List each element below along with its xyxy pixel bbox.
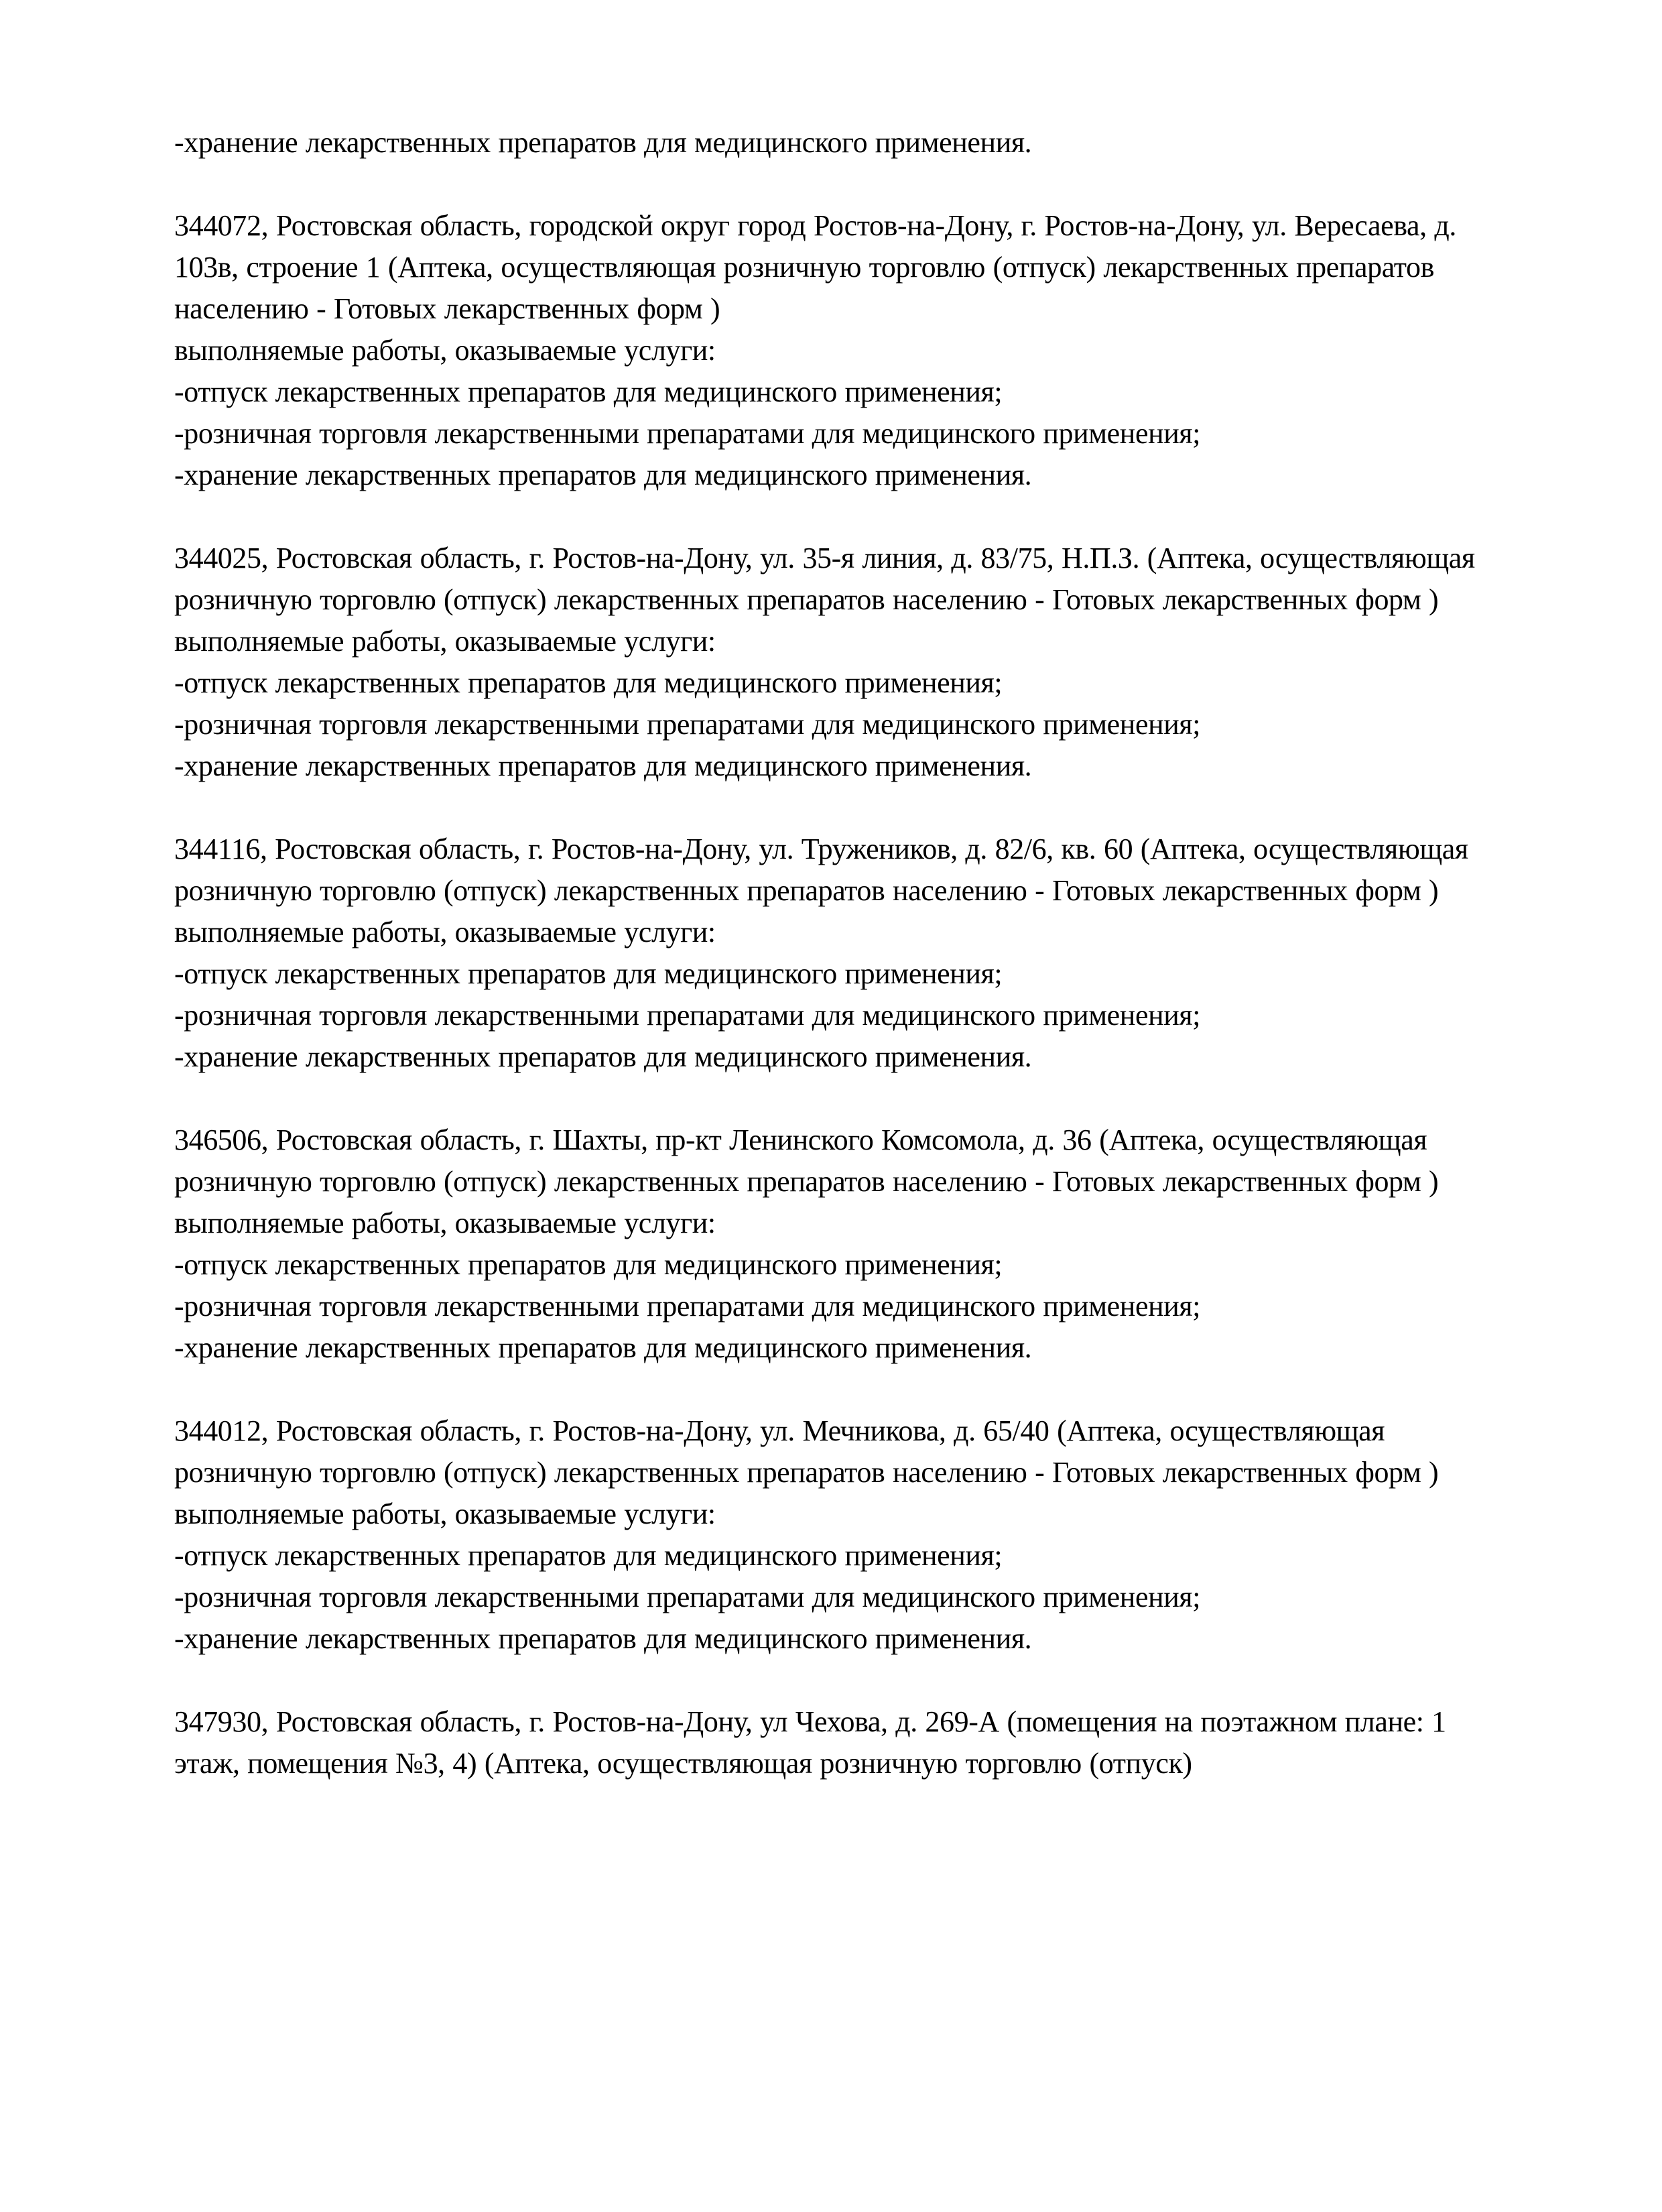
entry-works-header: выполняемые работы, оказываемые услуги: — [174, 1497, 716, 1530]
entry-works-header: выполняемые работы, оказываемые услуги: — [174, 916, 716, 948]
entry-address: 346506, Ростовская область, г. Шахты, пр-кт Ленинского Комсомола, д. 36 (Аптека, осуществляющая розничную торговлю (отпуск) лекарственных препаратов населению - Готовых лекарственных форм ) — [174, 1123, 1439, 1198]
entry-service-line: -розничная торговля лекарственными препаратами для медицинского применения; — [174, 417, 1201, 450]
entry-address: 344012, Ростовская область, г. Ростов-на-Дону, ул. Мечникова, д. 65/40 (Аптека, осуществляющая розничную торговлю (отпуск) лекарственных препаратов населению - Готовых лекарственных форм ) — [174, 1414, 1439, 1489]
entry-service-line: -хранение лекарственных препаратов для медицинского применения. — [174, 749, 1032, 782]
pharmacy-entry-344025 — [174, 538, 1517, 787]
entry-address: 344116, Ростовская область, г. Ростов-на-Дону, ул. Тружеников, д. 82/6, кв. 60 (Аптека, осуществляющая розничную торговлю (отпуск) лекарственных препаратов населению - Готовых лекарственных форм ) — [174, 833, 1468, 907]
entry-service-line: -хранение лекарственных препаратов для медицинского применения. — [174, 1331, 1032, 1364]
entry-address: 344072, Ростовская область, городской округ город Ростов-на-Дону, г. Ростов-на-Дону, ул. Вересаева, д. 103в, строение 1 (Аптека, осуществляющая розничную торговлю (отпуск) лекарственных препаратов населению - Готовых лекарственных форм ) — [174, 209, 1456, 325]
entry-service-line: -розничная торговля лекарственными препаратами для медицинского применения; — [174, 999, 1201, 1032]
entry-address: 344025, Ростовская область, г. Ростов-на-Дону, ул. 35-я линия, д. 83/75, Н.П.З. (Аптека, осуществляющая розничную торговлю (отпуск) лекарственных препаратов населению - Готовых лекарственных форм ) — [174, 542, 1475, 616]
entry-service-line: -отпуск лекарственных препаратов для медицинского применения; — [174, 1539, 1003, 1572]
carryover-service-line: -хранение лекарственных препаратов для медицинского применения. — [174, 126, 1032, 159]
entry-service-line: -хранение лекарственных препаратов для медицинского применения. — [174, 1622, 1032, 1655]
entry-service-line: -отпуск лекарственных препаратов для медицинского применения; — [174, 1248, 1003, 1281]
entry-service-line: -отпуск лекарственных препаратов для медицинского применения; — [174, 375, 1003, 408]
entry-service-line: -розничная торговля лекарственными препаратами для медицинского применения; — [174, 1290, 1201, 1323]
entry-works-header: выполняемые работы, оказываемые услуги: — [174, 625, 716, 658]
pharmacy-entry-347930-partial — [174, 1701, 1517, 1784]
entry-service-line: -хранение лекарственных препаратов для медицинского применения. — [174, 1040, 1032, 1073]
entry-service-line: -розничная торговля лекарственными препаратами для медицинского применения; — [174, 708, 1201, 741]
entry-service-line: -розничная торговля лекарственными препаратами для медицинского применения; — [174, 1581, 1201, 1613]
entry-works-header: выполняемые работы, оказываемые услуги: — [174, 1207, 716, 1239]
entry-address: 347930, Ростовская область, г. Ростов-на-Дону, ул Чехова, д. 269-А (помещения на поэтажном плане: 1 этаж, помещения №3, 4) (Аптека, осуществляющая розничную торговлю (отпуск) — [174, 1705, 1446, 1780]
entry-service-line: -отпуск лекарственных препаратов для медицинского применения; — [174, 666, 1003, 699]
entry-service-line: -отпуск лекарственных препаратов для медицинского применения; — [174, 957, 1003, 990]
entry-works-header: выполняемые работы, оказываемые услуги: — [174, 334, 716, 367]
document-text-column — [174, 122, 1517, 1784]
pharmacy-entry-344072 — [174, 205, 1517, 496]
pharmacy-entry-344116 — [174, 828, 1517, 1078]
pharmacy-entry-344012 — [174, 1410, 1517, 1660]
entry-service-line: -хранение лекарственных препаратов для медицинского применения. — [174, 458, 1032, 491]
pharmacy-entry-346506 — [174, 1119, 1517, 1369]
